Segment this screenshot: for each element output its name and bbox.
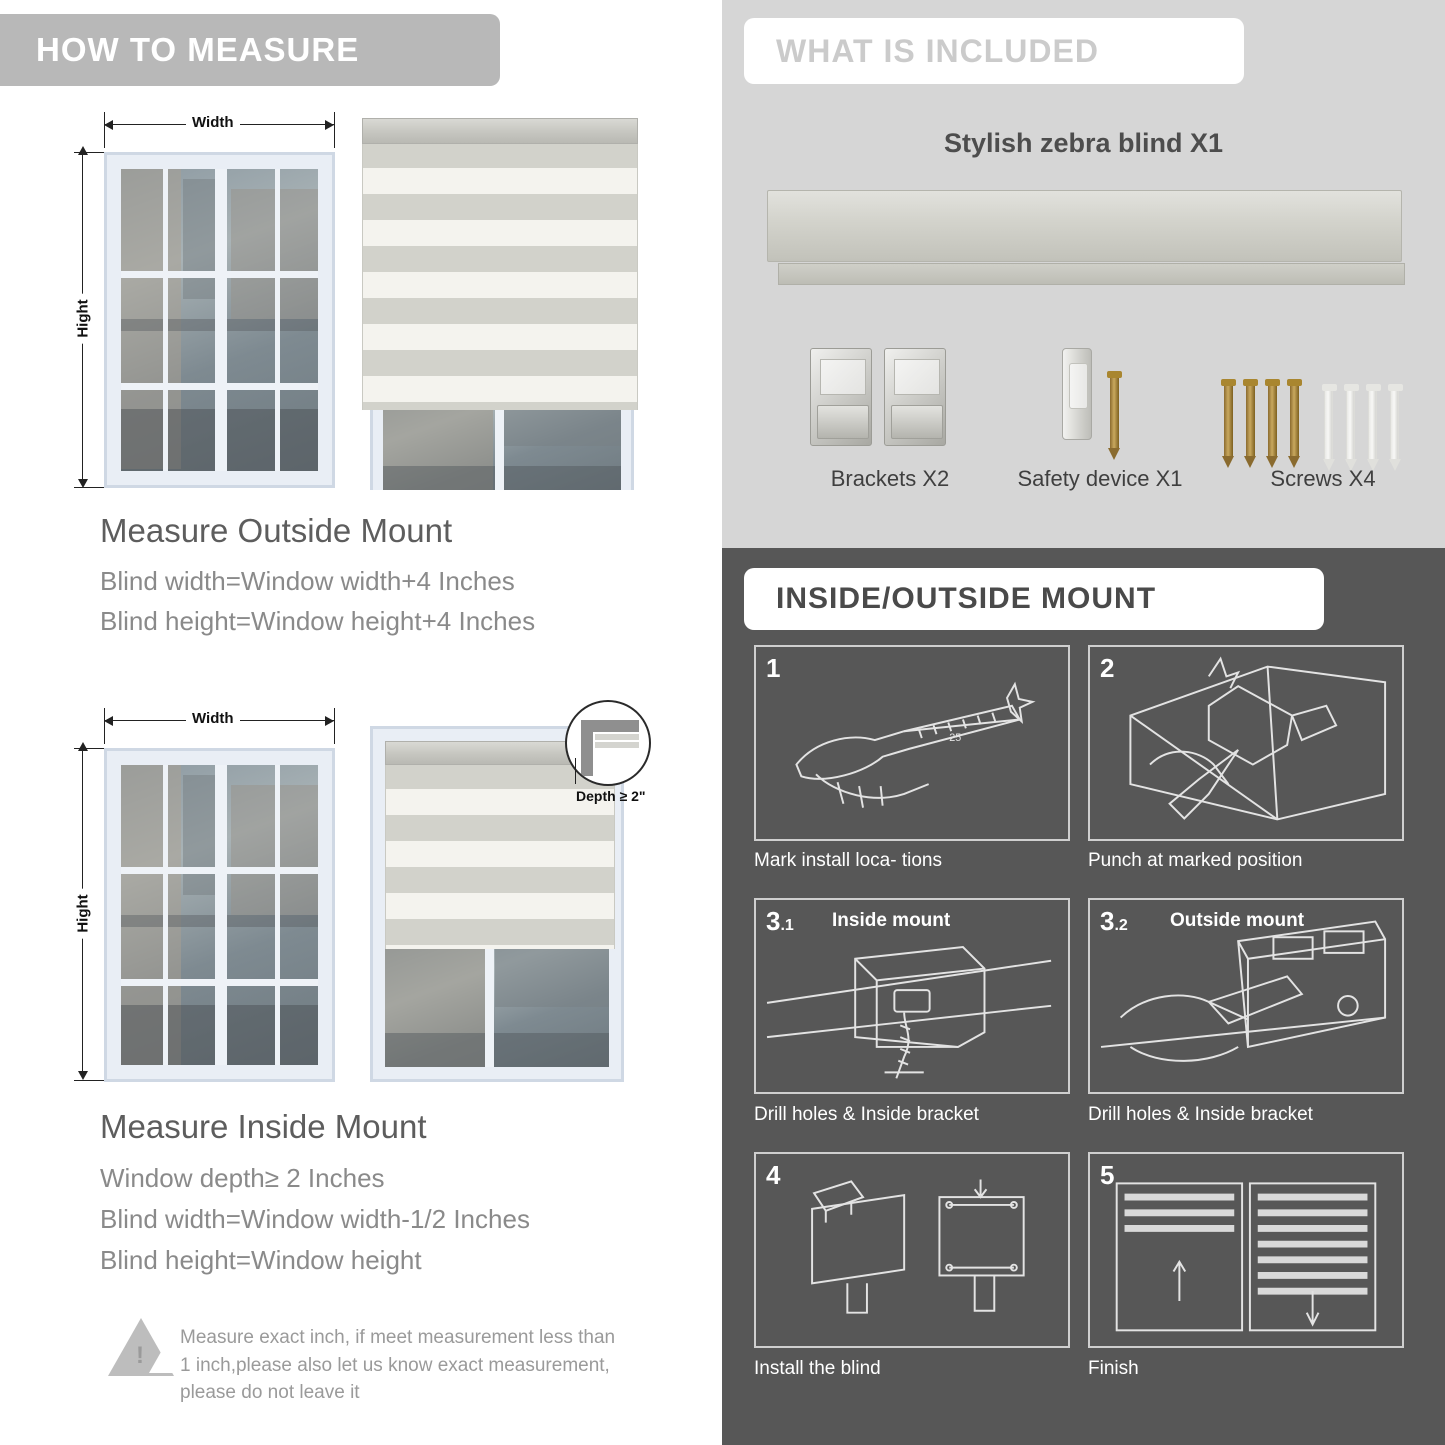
step-1-number: 1: [766, 653, 781, 683]
step-3-1-sub: .1: [780, 917, 794, 934]
outside-height-tick-bottom: [74, 487, 108, 488]
step-4-box: [754, 1152, 1070, 1348]
inside-width-label: Width: [186, 710, 240, 727]
outside-mount-line2: Blind height=Window height+4 Inches: [100, 606, 536, 636]
step-5-caption: Finish: [1088, 1358, 1139, 1379]
safety-screw-icon: [1110, 376, 1119, 450]
outside-window-frame: [104, 152, 335, 488]
depth-callout-circle: [565, 700, 651, 786]
step-5-sketch-icon: [1090, 1154, 1402, 1346]
anchor-4-icon: [1390, 388, 1399, 462]
brackets-label: Brackets X2: [830, 466, 950, 491]
step-3-1-box: [754, 898, 1070, 1094]
outside-height-label: Hight: [75, 293, 92, 343]
step-2-caption: Punch at marked position: [1088, 850, 1303, 871]
bracket-part-2-icon: [884, 348, 946, 446]
step-1-caption: Mark install loca- tions: [754, 850, 942, 871]
anchor-2-icon: [1346, 388, 1355, 462]
screws-label: Screws X4: [1270, 466, 1376, 491]
inside-width-arrow-head-right: [325, 716, 334, 726]
inside-mount-line1: Window depth≥ 2 Inches: [100, 1163, 385, 1193]
what-is-included-section: [722, 0, 1445, 548]
step-5-box: [1088, 1152, 1404, 1348]
inside-mount-title: Measure Inside Mount: [100, 1108, 427, 1145]
inside-width-arrow-head-left: [104, 716, 113, 726]
step-4-caption: Install the blind: [754, 1358, 881, 1379]
zebra-blind-headrail-image: [767, 190, 1402, 262]
outside-mount-title: Measure Outside Mount: [100, 512, 453, 549]
step-1-box: [754, 645, 1070, 841]
step-3-1-title: Inside mount: [832, 910, 951, 931]
outside-height-arrow-head-up: [78, 146, 88, 155]
step-2-sketch-icon: [1090, 647, 1402, 839]
outside-width-tick-left: [104, 112, 105, 148]
outside-mount-line1: Blind width=Window width+4 Inches: [100, 566, 515, 596]
inside-outside-mount-header: INSIDE/OUTSIDE MOUNT: [744, 568, 1324, 630]
step-3-2-sub: .2: [1114, 917, 1128, 934]
screw-gold-4-icon: [1290, 384, 1299, 458]
how-to-measure-section: [0, 0, 712, 1445]
safety-device-icon: [1062, 348, 1092, 440]
screw-gold-2-icon: [1246, 384, 1255, 458]
what-is-included-header: WHAT IS INCLUDED: [744, 18, 1244, 84]
step-2-number: 2: [1100, 653, 1115, 683]
outside-blind-illustration: [362, 118, 652, 490]
depth-label: Depth ≥ 2": [576, 788, 646, 804]
step-4-number: 4: [766, 1160, 781, 1190]
svg-text:25: 25: [949, 732, 962, 745]
inside-outside-mount-section: [722, 548, 1445, 1445]
right-column: [722, 0, 1445, 1445]
outside-width-label: Width: [186, 114, 240, 131]
outside-height-tick-top: [74, 152, 108, 153]
bracket-part-1-icon: [810, 348, 872, 446]
step-3-2-number: 3.2: [1100, 906, 1128, 936]
outside-width-arrow-head-right: [325, 120, 334, 130]
step-3-2-title: Outside mount: [1170, 910, 1305, 931]
screw-gold-1-icon: [1224, 384, 1233, 458]
step-3-2-caption: Drill holes & Inside bracket: [1088, 1104, 1313, 1125]
step-3-1-number: 3.1: [766, 906, 794, 936]
inside-mount-line2: Blind width=Window width-1/2 Inches: [100, 1204, 530, 1234]
step-3-1-caption: Drill holes & Inside bracket: [754, 1104, 979, 1125]
anchor-1-icon: [1324, 388, 1333, 462]
inside-mount-line3: Blind height=Window height: [100, 1245, 422, 1275]
warning-text: Measure exact inch, if meet measurement less than 1 inch,please also let us know exact measurement, please do not leave it: [180, 1327, 616, 1404]
outside-width-tick-right: [334, 112, 335, 148]
outside-width-arrow-head-left: [104, 120, 113, 130]
step-5-number: 5: [1100, 1160, 1115, 1190]
main-item-label: Stylish zebra blind X1: [943, 128, 1224, 158]
step-3-2-box: [1088, 898, 1404, 1094]
warning-icon: [108, 1318, 178, 1388]
step-4-sketch-icon: [756, 1154, 1068, 1346]
step-3-2-sketch-icon: [1090, 900, 1402, 1092]
inside-window-frame: [104, 748, 335, 1082]
step-1-sketch-icon: [756, 647, 1068, 839]
screw-gold-3-icon: [1268, 384, 1277, 458]
how-to-measure-header: HOW TO MEASURE: [0, 14, 500, 86]
step-3-1-sketch-icon: [756, 900, 1068, 1092]
step-2-box: [1088, 645, 1404, 841]
inside-height-label: Hight: [75, 888, 92, 938]
warning-exclamation-icon: !: [136, 1342, 144, 1369]
anchor-3-icon: [1368, 388, 1377, 462]
safety-device-label: Safety device X1: [1017, 466, 1183, 491]
